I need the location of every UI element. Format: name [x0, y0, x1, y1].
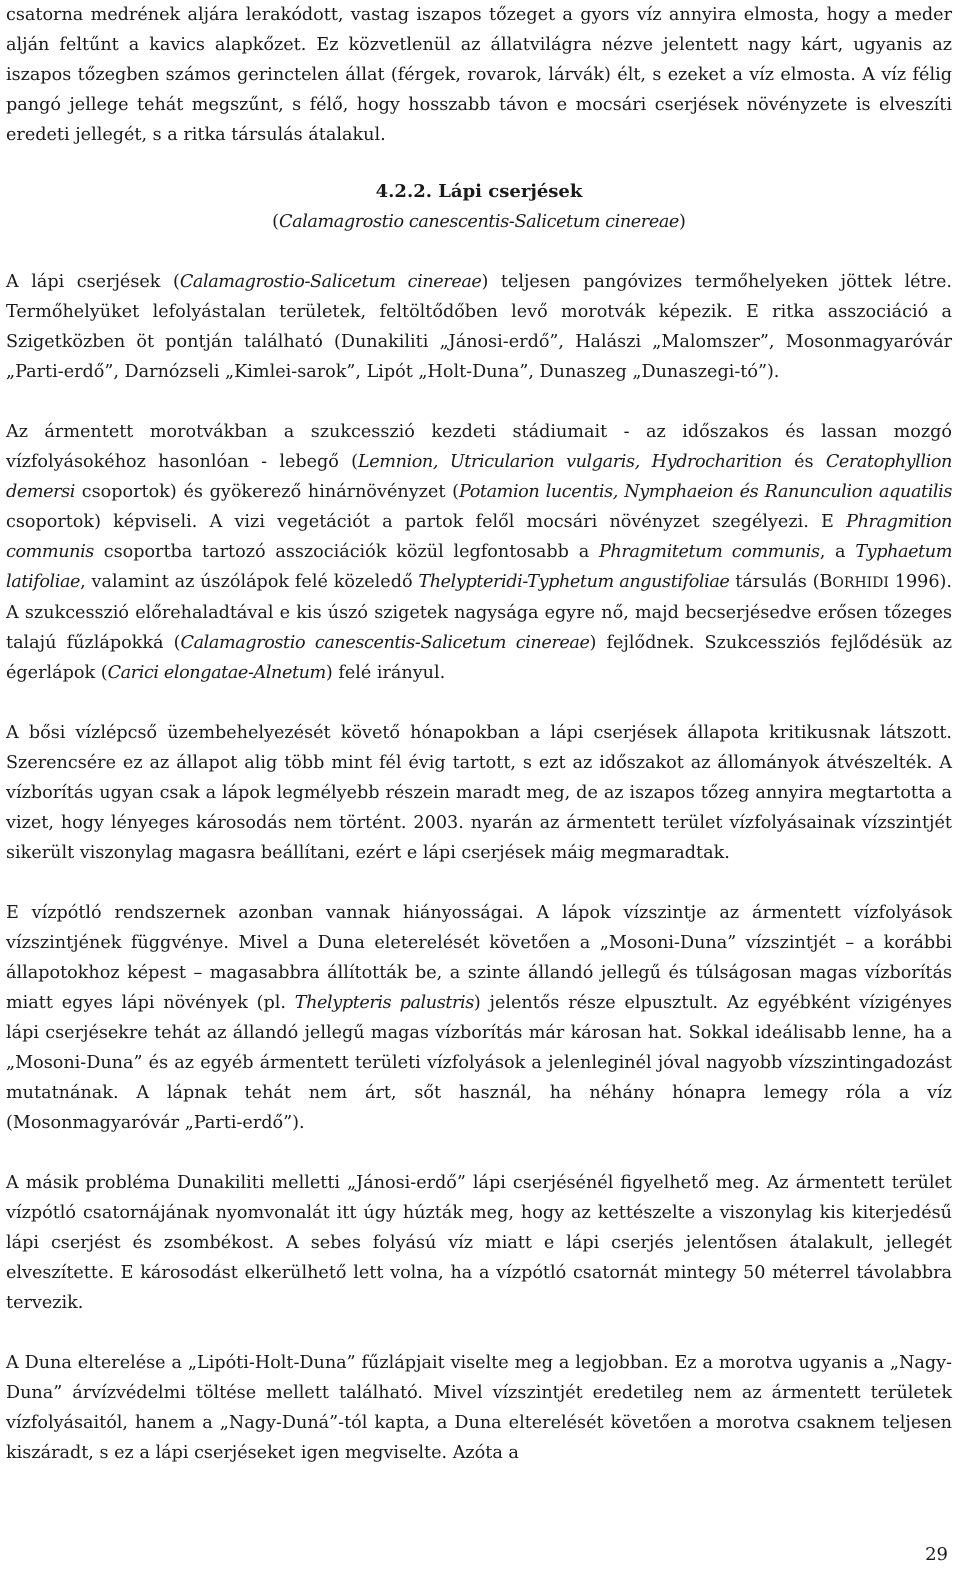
- section-heading: 4.2.2. Lápi cserjések: [375, 181, 583, 202]
- text-run: csoportok) képviseli. A vizi vegetációt a partok felől mocsári növényzet szegélyezi. E: [6, 512, 847, 532]
- section-latin-subtitle: [6, 207, 952, 237]
- text-run: társulás (B: [729, 572, 833, 592]
- text-run: ) teljesen pangóvizes termőhelyeken jöttek létre. Termőhelyüket lefolyástalan területek, feltöltődőben levő morotvák képezik. E ritka asszociáció a Szigetközben öt pontján található (Dunakiliti „Jánosi-erdő”, Halászi „Malomszer”, Mosonmagyaróvár „Parti-erdő”, Darnózseli „Kimlei-sarok”, Lipót „Holt-Duna”, Dunaszeg „Dunaszegi-tó”).: [6, 272, 952, 382]
- text-run: E vízpótló rendszernek azonban vannak hiányosságai. A lápok vízszintje az ármentett vízfolyások vízszintjének függvénye. Mivel a Duna eleterelését követően a „Mosoni-Duna” vízszintjét – a korábbi állapotokhoz képest – magasabbra állították be, a szinte állandó jellegű és túlságosan magas vízborítás miatt egyes lápi növények (pl.: [6, 903, 952, 1013]
- paragraph-succession: [6, 417, 952, 688]
- paragraph-second-problem: A másik probléma Dunakiliti melletti „Jánosi-erdő” lápi cserjésénél figyelhető meg. Az ármentett terület vízpótló csatornájának nyomvonalát itt úgy húzták meg, hogy az kettészelte a viszonylag kis kiterjedésű lápi cserjést és zsombékost. A sebes folyású víz miatt e lápi cserjés jelentősen átalakult, jellegét elveszítette. E károsodást elkerülhető lett volna, ha a vízpótló csatornát mintegy 50 méterrel távolabbra tervezik.: [6, 1173, 952, 1313]
- latin-name: Ceratophyllion demersi: [6, 452, 952, 502]
- latin-name: Phragmition communis: [6, 512, 952, 562]
- paragraph-habitat: [6, 267, 952, 387]
- text-run: , valamint az úszólápok felé közeledő: [80, 572, 419, 592]
- latin-association-name: Calamagrostio canescentis-Salicetum cinereae: [279, 212, 679, 232]
- latin-name: Lemnion, Utricularion vulgaris, Hydrocharition: [357, 452, 782, 472]
- text-run: 1996). A szukcesszió előrehaladtával e kis úszó szigetek nagysága egyre nő, majd becserjésedve erősen tőzeges talajú fűzlápokká (: [6, 572, 953, 653]
- text-run: csoportba tartozó asszociációk közül legfontosabb a: [93, 542, 599, 562]
- latin-name: Potamion lucentis, Nymphaeion és Ranunculion aquatilis: [459, 482, 953, 502]
- close-paren: ): [678, 212, 686, 232]
- latin-name: Calamagrostio canescentis-Salicetum cinereae: [180, 633, 590, 653]
- text-run: csoportok) és gyökerező hinárnövényzet (: [75, 482, 459, 502]
- author-smallcaps: ORHIDI: [832, 575, 889, 591]
- paragraph-dam-impact: A bősi vízlépcső üzembehelyezését követő hónapokban a lápi cserjések állapota kritikusnak látszott. Szerencsére ez az állapot alig több mint fél évig tartott, s ezt az időszakot az állományok átvészelték. A vízborítás ugyan csak a lápok legmélyebb részein maradt meg, de az iszapos tőzeg annyira megtartotta a vizet, hogy lényeges károsodás nem történt. 2003. nyarán az ármentett terület vízfolyásainak vízszintjét sikerült viszonylag magasra beállítani, ezért e lápi cserjések máig megmaradtak.: [6, 723, 952, 863]
- latin-name: Carici elongatae-Alnetum: [107, 663, 326, 683]
- text-run: A lápi cserjések (: [6, 272, 180, 292]
- paragraph-intro: csatorna medrének aljára lerakódott, vastag iszapos tőzeget a gyors víz annyira elmosta, hogy a meder alján feltűnt a kavics alapkőzet. Ez közvetlenül az állatvilágra nézve jelentett nagy kárt, ugyanis az iszapos tőzegben számos gerinctelen állat (férgek, rovarok, lárvák) élt, s ezeket a víz elmosta. A víz félig pangó jellege tehát megszűnt, s félő, hogy hosszabb távon e mocsári cserjések növényzete is elveszíti eredeti jellegét, s a ritka társulás átalakul.: [6, 5, 952, 145]
- text-run: ) fejlődnek. Szukcessziós fejlődésük az égerlápok (: [6, 633, 952, 683]
- open-paren: (: [272, 212, 280, 232]
- text-run: , a: [819, 542, 856, 562]
- text-run: ) jelentős része elpusztult. Az egyébként vízigényes lápi cserjésekre tehát az állandó jellegű magas vízborítás már károsan hat. Sokkal ideálisabb lenne, ha a „Mosoni-Duna” és az egyéb ármentett területi vízfolyások a jelenleginél jóval nagyobb vízszintingadozást mutatnának. A lápnak tehát nem árt, sőt használ, ha néhány hónapra lemegy róla a víz (Mosonmagyaróvár „Parti-erdő”).: [6, 993, 952, 1133]
- paragraph-diversion: A Duna elterelése a „Lipóti-Holt-Duna” fűzlápjait viselte meg a legjobban. Ez a morotva ugyanis a „Nagy-Duna” árvízvédelmi töltése mellett található. Mivel vízszintjét eredetileg nem az ármentett területek vízfolyásaitól, hanem a „Nagy-Duná”-tól kapta, a Duna elterelését követően a morotva csaknem teljesen kiszáradt, s ez a lápi cserjéseket igen megviselte. Azóta a: [6, 1353, 952, 1463]
- latin-name: Typhaetum latifoliae: [6, 542, 952, 592]
- text-run: ) felé irányul.: [325, 663, 446, 683]
- document-page: [6, 0, 952, 1468]
- page-number: 29: [925, 1544, 948, 1565]
- latin-name: Phragmitetum communis: [598, 542, 820, 562]
- latin-name: Calamagrostio-Salicetum cinereae: [179, 272, 482, 292]
- paragraph-water-supply: [6, 898, 952, 1138]
- latin-name: Thelypteris palustris: [294, 993, 474, 1013]
- text-run: és: [781, 452, 826, 472]
- text-run: Az ármentett morotvákban a szukcesszió kezdeti stádiumait - az időszakos és lassan mozgó vízfolyásokéhoz hasonlóan - lebegő (: [6, 422, 952, 472]
- latin-name: Thelypteridi-Typhetum angustifoliae: [418, 572, 730, 592]
